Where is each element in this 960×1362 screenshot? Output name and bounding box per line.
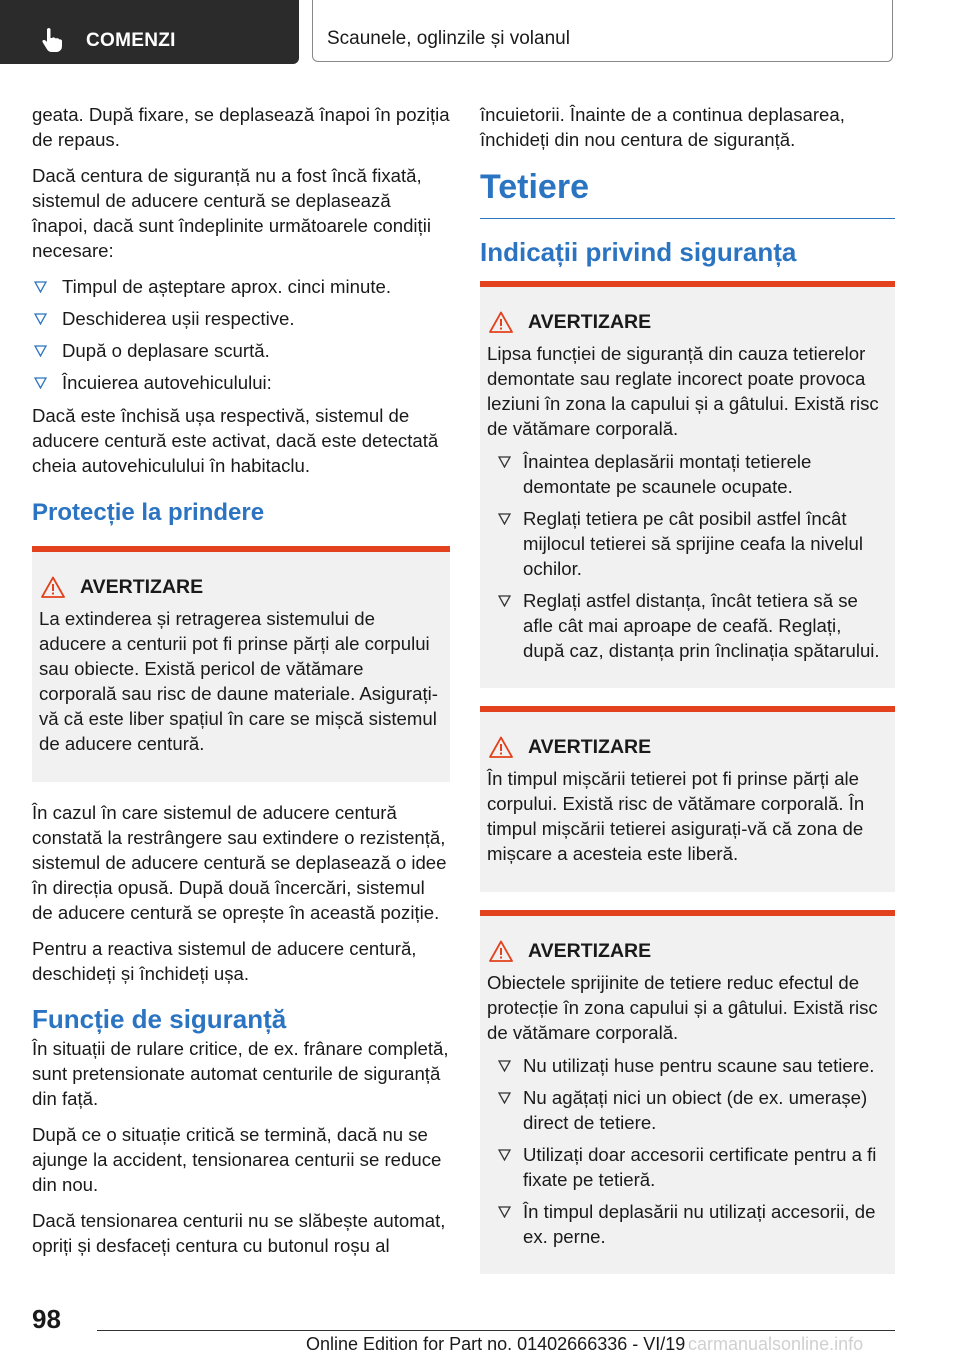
triangle-bullet-icon (498, 456, 511, 468)
paragraph: Pentru a reactiva sistemul de aducere centură, deschideți și închideți ușa. (32, 938, 417, 984)
list-item: Timpul de așteptare aprox. cinci minute. (32, 274, 450, 299)
edition-text: Online Edition for Part no. 01402666336 - VI/19 (306, 1334, 686, 1354)
triangle-bullet-icon (498, 595, 511, 607)
warning-text: Obiectele sprijinite de tetiere reduc efectul de protecție în zona capului și a gâtului. Există risc de vătămare corporală. (487, 972, 878, 1043)
paragraph: încuietorii. Înainte de a continua deplasarea, închideți din nou centura de siguranță. (480, 104, 845, 150)
triangle-bullet-icon (34, 313, 47, 325)
list-item: Deschiderea ușii respective. (32, 306, 450, 331)
heading-functie: Funcție de siguranță (32, 1004, 287, 1034)
warning-title: AVERTIZARE (80, 576, 204, 598)
paragraph: Dacă este închisă ușa respectivă, sistemul de aducere centură este activat, dacă este detectată cheia autovehiculului în habitaclu. (32, 405, 439, 476)
warning-text: Lipsa funcției de siguranță din cauza tetierelor demontate sau reglate incorect poate provoca leziuni în zona la capului și a gâtului. Există risc de vătămare corporală. (487, 343, 879, 439)
triangle-bullet-icon (498, 1149, 511, 1161)
list-item: Reglați tetiera pe cât posibil astfel încât mijlocul tetierei să sprijine ceafa la nivelul ochilor. (487, 506, 887, 581)
warning-triangle-icon (489, 736, 513, 758)
warning-triangle-icon (489, 940, 513, 962)
paragraph: Dacă centura de siguranță nu a fost încă fixată, sistemul de aducere centură se deplasează înapoi, dacă sunt îndeplinite următoarele condiții necesare: (32, 165, 431, 261)
triangle-bullet-icon (498, 1060, 511, 1072)
chapter-header (312, 0, 893, 62)
list-item: Reglați astfel distanța, încât tetiera să se afle cât mai aproape de ceafă. Reglați, după caz, distanța prin înclinația spătarului. (487, 588, 887, 663)
page-number: 98 (32, 1304, 61, 1334)
warning-box (480, 281, 895, 688)
heading-divider (480, 218, 895, 219)
warning-triangle-icon (41, 576, 65, 598)
paragraph: geata. După fixare, se deplasează înapoi în poziția de repaus. (32, 104, 450, 150)
paragraph: Dacă tensionarea centurii nu se slăbește automat, opriți și desfaceți centura cu butonul roșu al (32, 1210, 446, 1256)
chapter-title: Scaunele, oglinzile și volanul (327, 28, 570, 49)
warning-title: AVERTIZARE (528, 940, 652, 962)
warning-text: În timpul mișcării tetierei pot fi prinse părți ale corpului. Există risc de vătămare corporală. În timpul mișcării tetierei asigurați-vă că zona de mișcare a acesteia este liberă. (487, 768, 865, 864)
warning-text: La extinderea și retragerea sistemului de aducere a centurii pot fi prinse părți ale corpului sau obiecte. Există pericol de vătămare corporală sau risc de daune materiale. Asigurați-vă că este liber spațiul în care se mișcă sistemul de aducere centură. (39, 608, 438, 754)
paragraph: În situații de rulare critice, de ex. frânare completă, sunt pretensionate automat centurile de siguranță din față. (32, 1038, 449, 1109)
warning-list (487, 1053, 887, 1249)
hand-pointer-icon (40, 27, 64, 53)
warning-list (487, 449, 887, 663)
right-column (480, 102, 895, 1292)
paragraph: După ce o situație critică se termină, dacă nu se ajunge la accident, tensionarea centurii se reduce din nou. (32, 1124, 442, 1195)
triangle-bullet-icon (34, 281, 47, 293)
warning-triangle-icon (489, 311, 513, 333)
triangle-bullet-icon (498, 1092, 511, 1104)
condition-list (32, 274, 450, 395)
list-item: În timpul deplasării nu utilizați accesorii, de ex. perne. (487, 1199, 887, 1249)
triangle-bullet-icon (34, 345, 47, 357)
section-label: COMENZI (86, 30, 176, 51)
watermark: carmanualsonline.info (688, 1334, 864, 1354)
footer-divider (97, 1330, 895, 1331)
warning-box (480, 910, 895, 1274)
list-item: Înaintea deplasării montați tetierele demontate pe scaunele ocupate. (487, 449, 887, 499)
list-item: Nu utilizați huse pentru scaune sau tetiere. (487, 1053, 887, 1078)
list-item: Nu agățați nici un obiect (de ex. umerașe) direct de tetiere. (487, 1085, 887, 1135)
list-item: Încuierea autovehiculului: (32, 370, 450, 395)
section-tab[interactable] (0, 0, 299, 64)
triangle-bullet-icon (498, 513, 511, 525)
heading-tetiere: Tetiere (480, 168, 589, 206)
triangle-bullet-icon (34, 377, 47, 389)
heading-indicatii: Indicații privind siguranța (480, 237, 797, 267)
list-item: După o deplasare scurtă. (32, 338, 450, 363)
paragraph: În cazul în care sistemul de aducere centură constată la restrângere sau extindere o rezistență, sistemul de aducere centură se deplasează o idee în direcția opusă. După două încercări, sistemul de aducere centură se oprește în această poziție. (32, 802, 447, 923)
warning-box (480, 706, 895, 892)
left-column (32, 102, 450, 1269)
warning-title: AVERTIZARE (528, 736, 652, 758)
list-item: Utilizați doar accesorii certificate pentru a fi fixate pe tetieră. (487, 1142, 887, 1192)
warning-box (32, 546, 450, 782)
warning-title: AVERTIZARE (528, 311, 652, 333)
triangle-bullet-icon (498, 1206, 511, 1218)
heading-protectie: Protecție la prindere (32, 499, 265, 526)
